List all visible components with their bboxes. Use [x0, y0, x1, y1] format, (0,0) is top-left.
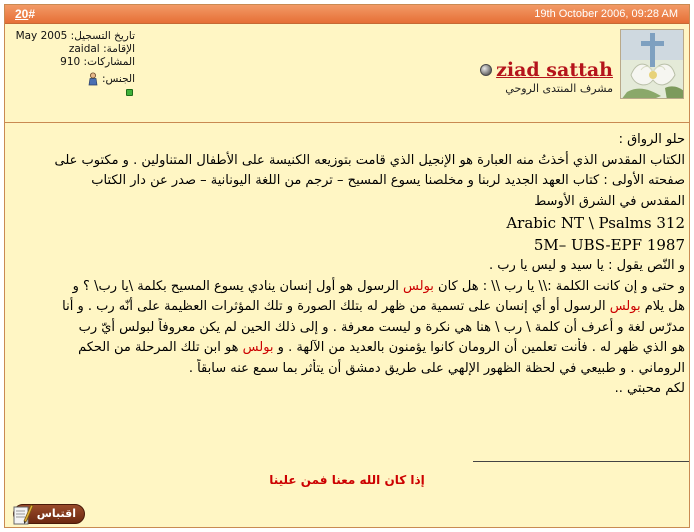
text-segment: الرسول هو أول إنسان ينادي يسوع المسيح بكلمة \يا رب\ ؟ و — [72, 278, 404, 294]
message-line: الروماني . و طبيعي في لحظة الظهور الإلهي على طريق دمشق أن يتأثر بما سمع عنه سابقاً . — [188, 360, 685, 376]
gender-row — [11, 72, 135, 86]
message-line — [10, 277, 685, 298]
post-number — [15, 7, 35, 21]
post-header — [5, 5, 689, 24]
message-line — [10, 338, 685, 359]
message-line: الكتاب المقدس الذي أخذتُ منه العبارة هو الإنجيل الذي قامت بتوزيعه الكنيسة على الأطفال المتناولين . و مكتوب على — [54, 152, 685, 168]
message-line: حلو الرواق : — [618, 132, 685, 147]
bible-edition: 5M– UBS-EPF 1987 — [533, 236, 685, 254]
message-line: مدرّس لغة و أعرف أن كلمة \ رب \ هنا هي نكرة و ليست معرفة . و إلى ذلك الحين لم يكن معروفاً لبولس أيّ رب — [78, 319, 685, 335]
male-gender-icon — [87, 72, 99, 86]
message-line: و النّص يقول : يا سيد و ليس يا رب . — [489, 258, 685, 273]
user-panel — [5, 24, 689, 123]
forum-post — [4, 4, 690, 528]
text-segment: و حتى و إن كانت الكلمة :\\ يا رب \\ : هل كان — [433, 278, 685, 294]
post-message — [10, 130, 685, 400]
post-date: 19th October 2006, 09:28 AM — [534, 8, 678, 20]
user-avatar[interactable] — [620, 29, 684, 99]
post-number-hash: # — [28, 7, 36, 21]
username-row — [413, 59, 613, 81]
status-square-icon — [126, 89, 133, 96]
gender-label: الجنس: — [102, 73, 135, 85]
quote-pencil-icon — [12, 501, 34, 527]
text-segment: هو الذي ظهر له . فأنت تعلمين أن الرومان كانوا يؤمنون بالعديد من الآلهة . و — [273, 340, 685, 355]
signature-text: إذا كان الله معنا فمن علينا — [269, 473, 425, 487]
avatar-flower-cross-image — [621, 30, 684, 99]
join-date: تاريخ التسجيل: May 2005 — [15, 30, 135, 42]
post-count: المشاركات: 910 — [60, 56, 135, 68]
bible-reference: Arabic NT \ Psalms 312 — [506, 214, 685, 232]
user-location: الإقامة: zaidal — [68, 43, 135, 55]
message-line — [10, 297, 685, 318]
quote-button-label: اقتباس — [36, 507, 76, 520]
offline-dot-icon — [480, 64, 492, 76]
status-row — [11, 86, 135, 99]
text-segment: هل يلام — [640, 299, 685, 314]
quote-button[interactable] — [13, 504, 85, 524]
highlighted-name: بولس — [609, 299, 641, 314]
signature-divider — [473, 461, 689, 462]
username-link[interactable]: ziad sattah — [496, 59, 613, 81]
highlighted-name: بولس — [403, 278, 434, 294]
message-line: صفحته الأولى : كتاب العهد الجديد لربنا و مخلصنا يسوع المسيح – ترجم من اللغة اليونانية – صدر عن دار الكتاب — [91, 173, 685, 188]
highlighted-name: بولس — [242, 340, 274, 355]
user-title: مشرف المنتدى الروحي — [505, 82, 613, 95]
user-info — [11, 30, 135, 99]
text-segment: هو ابن تلك المرحلة من الحكم — [78, 340, 243, 355]
post-permalink[interactable]: 20 — [15, 7, 29, 21]
text-segment: الرسول أو أي إنسان على تسمية من ظهر له بتلك الصورة و تلك المؤثرات العظيمة على أنّه رب . و أنا — [62, 299, 610, 314]
message-line: المقدس في الشرق الأوسط — [534, 193, 685, 209]
closing-line: لكم محبتي .. — [614, 381, 685, 396]
